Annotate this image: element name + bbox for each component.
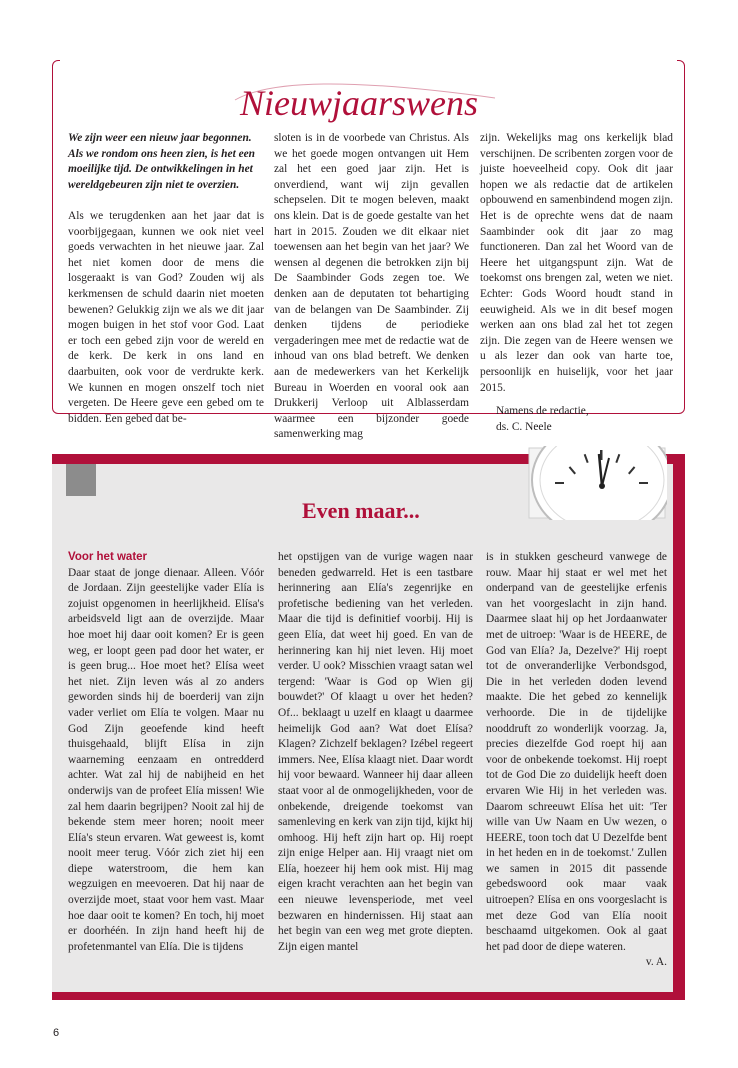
bottom-article-text-1: Daar staat de jonge dienaar. Alleen. Vóór de Jordaan. Zijn geestelijke vader Elía is zojuist opgenomen in heerlijkheid. Elísa's arbeidsveld ligt aan de overzijde. Maar hoe moet hij daar ooit komen? Er is geen weg, er loopt geen pad door het water, er is geen brug... Hoe moet het? Elísa weet het niet. Zijn leven wás al zo anders geworden sinds hij de boerderij van zijn vader verliet om Elía te volgen. Maar nu God Zijn geoefende kind heeft thuisgehaald, blijft Elísa in zijn waarneming eenzaam en ontredderd achter. Wat zal hij de nabijheid en het onderwijs van de profeet Elía missen! Wie zal hem daarin begrijpen? Nooit zal hij de bekende stem meer horen; nooit meer Elía's steun ervaren. Wat geweest is, komt nooit meer terug. Vóór zich ziet hij een diepe waterstroom, die hem kan wegzuigen en meevoeren. Dat hij naar de overzijde moet, staat voor hem vast. Maar hoe daar ooit te komen? En toch, hij moet er doorhéén. In zijn hand heeft hij de profetenmantel van Elía. Die is tijdens	[68, 566, 264, 953]
top-article-title	[230, 70, 500, 130]
top-col-3	[480, 131, 673, 435]
bottom-article-text-3: is in stukken gescheurd vanwege de rouw. Maar hij staat er wel met het onderpand van de geestelijke erfenis van het voorgeslacht in zijn hand. Daarmee slaat hij op het Jordaanwater met de uitroep: 'Waar is de HEERE, de God van Elía? Ja, Dezelve?' Hij roept tot de onveranderlijke Verbondsgod, Die in het verleden doden levend maakte. Die het gebed zo kennelijk verhoorde. Die in de tijdelijke nooddruft zo wonderlijk voorzag. Ja, precies diezelfde God roept hij aan voor de onbekende toekomst. Hij roept tot de God Die zo duidelijk heeft doen ervaren Wie Hij in het verleden was. Daarom schreeuwt Elísa het uit: 'Ter wille van Uw Naam en Uw wezen, o HEERE, toon toch dat U Dezelfde bent in het heden en in de toekomst.' Zullen we samen in 2015 dit passende gebedswoord ook maar vaak uitroepen? Elísa en ons voorgeslacht is met deze God van Elía nooit beschaamd uitgekomen. Ook al gaat het pad door de diepe wateren.	[486, 551, 667, 953]
page-number: 6	[53, 1027, 60, 1039]
bottom-article-subheading: Voor het water	[68, 551, 148, 563]
top-article-intro: We zijn weer een nieuw jaar begonnen. Als we rondom ons heen zien, is het een moeilijke tijd. De ontwikkelingen in het wereldgebeuren zijn niet te overzien.	[68, 132, 256, 191]
gray-square-decoration	[66, 464, 96, 496]
top-article-text-1: Als we terugdenken aan het jaar dat is voorbijgegaan, kunnen we ook niet veel goeds verwachten in het nieuwe jaar. Zal het niet komen door de mens die losgeraakt is van God? Zouden wij als kerkmensen de schuld daarin niet moeten bewenen? Gelukkig zijn we als we dit jaar mogen buigen in het stof voor God. Laat er toch een gebed zijn voor de wereld en de kerk. De kerk in ons land en daarbuiten, ook voor de verdrukte kerk. We kunnen en mogen onszelf toch niet vergeten. De Heere geve een gebed om te bidden. Een gebed dat be-	[68, 209, 264, 425]
top-col-2	[274, 131, 469, 443]
top-article-signature-2: ds. C. Neele	[496, 420, 552, 433]
top-col-1	[68, 131, 264, 427]
bottom-article-signature: v. A.	[645, 956, 667, 969]
bottom-article-bottom-band	[52, 992, 685, 1000]
top-article-text-2: sloten is in de voorbede van Christus. Als we het goede mogen ontvangen uit Hem zal het een goed jaar zijn. Het is onverdiend, want wij zijn gevallen schepselen. Dit te mogen beleven, maakt ons klein. Dat is de goede gestalte van het hart in 2015. Zouden we dit elkaar niet toewensen aan het begin van het jaar? We wensen al degenen die betrokken zijn bij De Saambinder Gods zegen toe. We denken aan de deputaten tot behartiging van de belangen van De Saambinder. Zij denken tijdens de periodieke vergaderingen mee met de redactie wat de inhoud van ons blad betreft. We denken aan de medewerkers van het Kerkelijk Bureau in Woerden en vooral ook aan Drukkerij Verloop uit Alblasserdam waarmee een bijzonder goede samenwerking mag	[274, 132, 469, 441]
top-article-signature-1: Namens de redactie,	[496, 405, 589, 418]
bottom-article-text-2: het opstijgen van de vurige wagen naar beneden gedwarreld. Het is een tastbare herinnering aan Elía's zegenrijke en profetische bediening van het verleden. Maar die tijd is definitief voorbij. Hij is geen Elía, dat weet hij goed. En van de herinnering kan hij niet leven. Hij moet verder. U ook? Misschien vraagt satan wel tergend: 'Waar is God op Wien gij bouwdet?' Of klaagt u over het heden? Of... beklaagt u uzelf en klaagt u daarmee heimelijk God aan? Wat doet Elísa? Klagen? Zichzelf beklagen? Izébel regeert immers. Nee, Elísa klaagt niet. Daar wordt hij voor bewaard. Wanneer hij daar alleen staat voor al de onmogelijkheden, voor de onbekende, dreigende toekomst van samenleving en kerk van zijn tijd, kijkt hij omhoog. Hij heft zijn hart op. Hij roept zijn enige Helper aan. Hij vraagt niet om Elía, hoezeer hij hem ook mist. Hij mag eigen kracht verachten aan het begin van een nieuwe levensperiode, met veel bezwaren en hindernissen. Hij staat aan het begin van een weg met grote diepten. Zijn eigen mantel	[278, 551, 473, 953]
bottom-article-title: Even maar...	[302, 498, 420, 523]
clock-image	[527, 446, 667, 520]
svg-text:Nieuwjaarswens: Nieuwjaarswens	[240, 83, 479, 123]
top-article-text-3: zijn. Wekelijks mag ons kerkelijk blad verschijnen. De scribenten zorgen voor de juiste hoeveelheid copy. Ook dit jaar hopen we als redactie dat de artikelen opbouwend en samenbindend mogen zijn. Het is de oprechte wens dat de naam Saambinder ook dit jaar zo mag functioneren. Dan zal het Woord van de Heere het uitgangspunt zijn. Wat de toekomst ons brengen zal, weten we niet. Echter: Gods Woord houdt stand in eeuwigheid. Als we in dit besef mogen werken aan ons blad zal het tot zegen zijn. Die zegen van de Heere wensen we u als lezer dan ook van harte toe, persoonlijk en huiselijk, voor het jaar 2015.	[480, 132, 673, 394]
bottom-col-1	[68, 550, 264, 955]
bottom-article-right-band	[673, 454, 685, 1000]
bottom-col-2	[278, 550, 473, 955]
bottom-col-3	[486, 550, 667, 971]
